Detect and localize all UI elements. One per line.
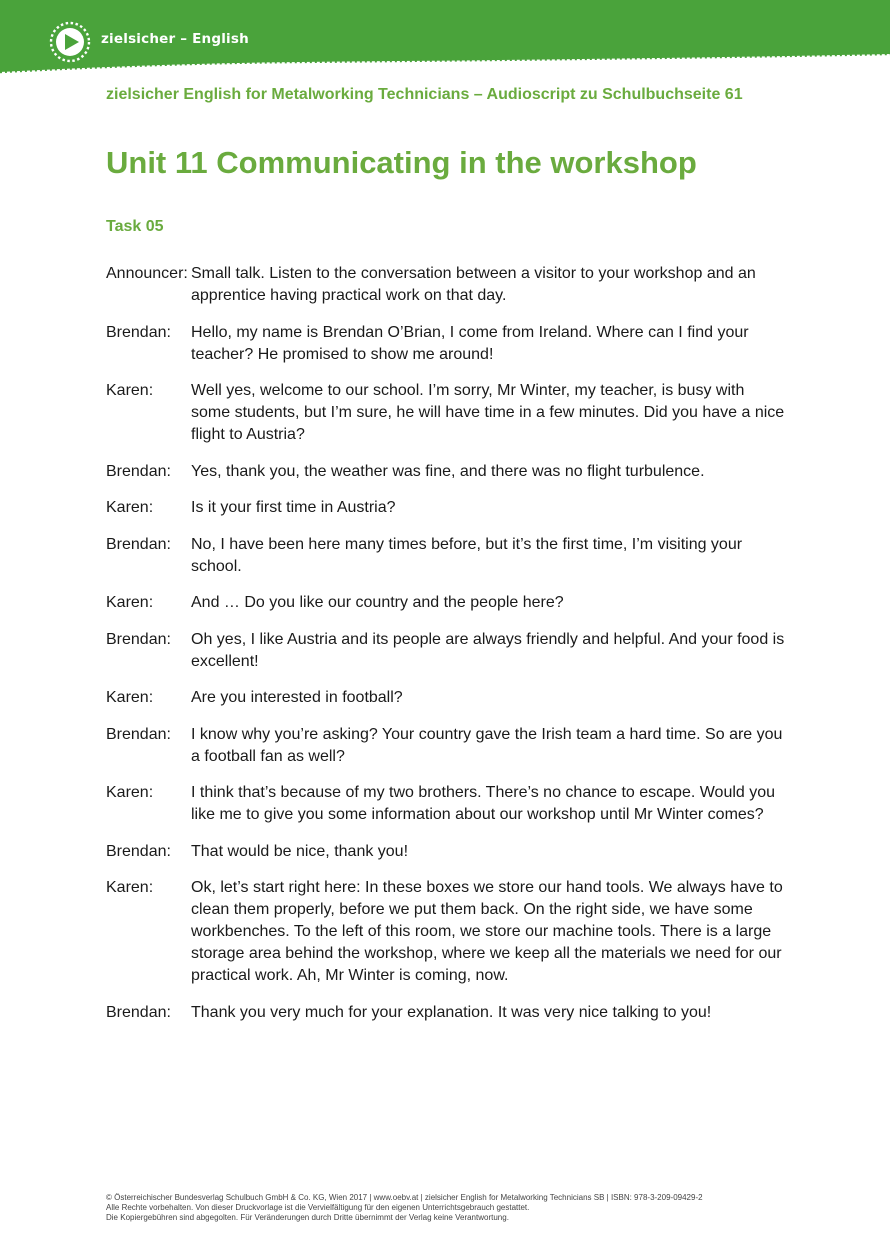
speaker-name: Brendan:: [106, 323, 171, 341]
dialogue-line: [106, 877, 786, 987]
speech-text: Is it your first time in Austria?: [191, 499, 396, 516]
copyright-footer: [106, 1193, 703, 1223]
speaker-name: Brendan:: [106, 630, 171, 648]
speech-text: Ok, let’s start right here: In these boxes we store our hand tools. We always have to clean them properly, before we put them back. On the right side, we have some workbenches. To the left of this room, we store our machine tools. There is a large storage area behind the workshop, where we keep all the materials we need for our practical work. Ah, Mr Winter is coming, now.: [191, 879, 783, 984]
speech-text: Small talk. Listen to the conversation between a visitor to your workshop and an apprentice having practical work on that day.: [191, 265, 756, 304]
dialogue-line: [106, 1002, 786, 1024]
speaker-name: Karen:: [106, 784, 154, 801]
footer-line: Die Kopiergebühren sind abgegolten. Für Veränderungen durch Dritte übernimmt der Verlag keine Verantwortung.: [106, 1213, 509, 1222]
dialogue-line: [106, 461, 786, 483]
speech-text: I know why you’re asking? Your country gave the Irish team a hard time. So are you a football fan as well?: [191, 725, 783, 765]
speech-text: Yes, thank you, the weather was fine, and there was no flight turbulence.: [191, 462, 705, 480]
speaker-name: Karen:: [106, 879, 154, 896]
dialogue-line: [106, 687, 786, 709]
dialogue-line: [106, 782, 786, 826]
speech-text: Oh yes, I like Austria and its people are always friendly and helpful. And your food is excellent!: [191, 630, 785, 670]
dialogue: [106, 263, 786, 1038]
speech-text: I think that’s because of my two brothers. There’s no chance to escape. Would you like me to give you some information about our workshop until Mr Winter comes?: [191, 784, 776, 823]
footer-line: © Österreichischer Bundesverlag Schulbuch GmbH & Co. KG, Wien 2017 | www.oebv.at | zielsicher English for Metalworking Technicians SB | ISBN: 978-3-209-09429-2: [106, 1193, 703, 1202]
speech-text: No, I have been here many times before, but it’s the first time, I’m visiting your school.: [191, 535, 743, 575]
document-subtitle: zielsicher English for Metalworking Technicians – Audioscript zu Schulbuchseite 61: [106, 86, 743, 103]
speaker-name: Brendan:: [106, 1003, 171, 1021]
speech-text: Hello, my name is Brendan O’Brian, I come from Ireland. Where can I find your teacher? He promised to show me around!: [191, 323, 749, 363]
speaker-name: Brendan:: [106, 535, 171, 553]
speaker-name: Brendan:: [106, 842, 171, 860]
dialogue-line: [106, 497, 786, 519]
speaker-name: Brendan:: [106, 462, 171, 480]
dialogue-line: [106, 263, 786, 307]
speech-text: Are you interested in football?: [191, 689, 403, 706]
play-icon: [48, 20, 92, 64]
speech-text: And … Do you like our country and the people here?: [191, 594, 564, 611]
dialogue-line: [106, 841, 786, 863]
dialogue-line: [106, 724, 786, 768]
footer-line: Alle Rechte vorbehalten. Von dieser Druckvorlage ist die Vervielfältigung für den eigenen Unterrichtsgebrauch gestattet.: [106, 1203, 530, 1212]
speaker-name: Karen:: [106, 594, 154, 611]
dialogue-line: [106, 322, 786, 366]
dialogue-line: [106, 629, 786, 673]
brand-name: zielsicher – English: [101, 31, 249, 47]
page-title: Unit 11 Communicating in the workshop: [106, 145, 697, 180]
dialogue-line: [106, 592, 786, 614]
dialogue-line: [106, 380, 786, 446]
header-banner: [0, 0, 890, 78]
speech-text: That would be nice, thank you!: [191, 842, 409, 860]
speaker-name: Karen:: [106, 382, 154, 399]
speaker-name: Karen:: [106, 499, 154, 516]
speaker-name: Karen:: [106, 689, 154, 706]
speaker-name: Announcer:: [106, 265, 188, 282]
speaker-name: Brendan:: [106, 725, 171, 743]
dialogue-line: [106, 534, 786, 578]
speech-text: Thank you very much for your explanation. It was very nice talking to you!: [191, 1003, 712, 1021]
speech-text: Well yes, welcome to our school. I’m sorry, Mr Winter, my teacher, is busy with some students, but I’m sure, he will have time in a few minutes. Did you have a nice flight to Austria?: [191, 382, 785, 443]
task-label: Task 05: [106, 218, 164, 235]
